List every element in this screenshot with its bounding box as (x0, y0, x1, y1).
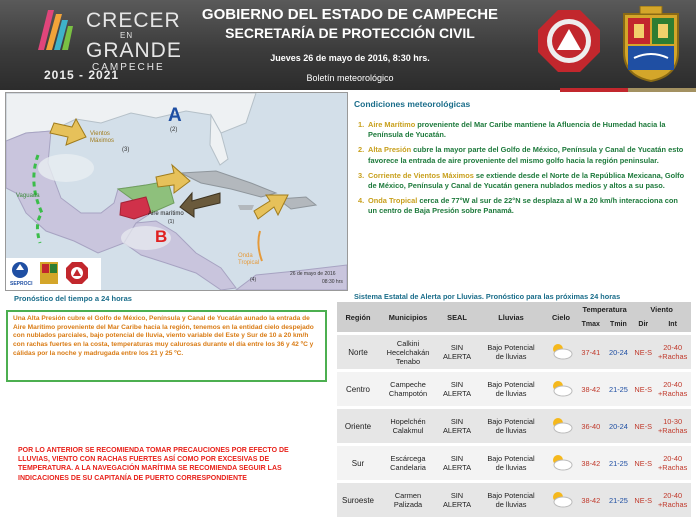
partly-cloudy-icon (548, 490, 574, 508)
bulletin-date: Jueves 26 de mayo de 2016, 8:30 hrs. (200, 53, 500, 63)
map-date: 26 de mayo de 2016 (290, 271, 336, 277)
header-lluvias: Lluvias (477, 302, 545, 334)
satellite-map (5, 92, 348, 291)
forecast-table (337, 302, 691, 517)
wind-max-label: Vientos Máximos (90, 131, 126, 145)
header-viento: Viento (632, 302, 691, 317)
header-int: Int (654, 317, 691, 334)
condition-item: 1. Aire Marítimo proveniente del Mar Caribe mantiene la Afluencia de Humedad hacia la Península de Yucatán. (358, 120, 688, 140)
partly-cloudy-icon (548, 416, 574, 434)
condition-item: 3. Corriente de Vientos Máximos se extiende desde el Norte de la República Mexicana, Golfo de México, Península y Canal de Yucatán genera nublados medios y altos a su paso. (358, 171, 688, 191)
conditions-list (358, 120, 688, 222)
tropical-wave-label: Onda Tropical (238, 253, 262, 267)
forecast-body: Una Alta Presión cubre el Golfo de México, Península y Canal de Yucatán aunado la entrada de Aire Marítimo proveniente del Mar Caribe hacia la región, tenemos en la entidad cielo despejado con nublados parciales, bajo potencial de lluvia, viento variable del Este y Sur de 10 a 20 km/h con rachas fuertes en la costa, temperaturas muy calurosas durante el día entre los 36 y 42 ºC y cálidas por la noche y madrugada entre los 21 y 25 ºC. (6, 310, 327, 382)
marine-air-number: (1) (168, 219, 174, 225)
partly-cloudy-icon (548, 379, 574, 397)
low-pressure-label: B (155, 227, 167, 247)
header-cielo: Cielo (545, 302, 577, 334)
wind-max-number: (3) (122, 147, 129, 153)
header-banner (0, 0, 696, 90)
secretariat-title: SECRETARÍA DE PROTECCIÓN CIVIL (200, 25, 500, 41)
header-municipios: Municipios (379, 302, 437, 334)
partly-cloudy-icon (548, 453, 574, 471)
table-row: Sur Escárcega Candelaria SIN ALERTA Bajo Potencial de lluvias 38-42 21-25 NE-S 20-40 +Rachas (337, 445, 691, 482)
civil-protection-emblem-icon (536, 8, 602, 74)
brand-years: 2015 - 2021 (44, 68, 119, 82)
table-row: Suroeste Carmen Palizada SIN ALERTA Bajo Potencial de lluvias 38-42 21-25 NE-S 20-40 +Rachas (337, 482, 691, 517)
high-pressure-number: (2) (170, 127, 177, 133)
table-row: Centro Campeche Champotón SIN ALERTA Bajo Potencial de lluvias 38-42 21-25 NE-S 20-40 +Rachas (337, 371, 691, 408)
tropical-wave-number: (4) (250, 277, 256, 283)
header-region: Región (337, 302, 379, 334)
header-temperatura: Temperatura (577, 302, 632, 317)
trough-label: Vaguada (16, 193, 40, 199)
table-row: Oriente Hopelchén Calakmul SIN ALERTA Bajo Potencial de lluvias 36-40 20-24 NE-S 10-30 +Rachas (337, 408, 691, 445)
partly-cloudy-icon (548, 342, 574, 360)
header-tmin: Tmin (605, 317, 633, 334)
bulletin-label: Boletín meteorológico (200, 73, 500, 83)
decorative-stripe (560, 88, 696, 92)
marine-air-label: Aire marítimo (148, 211, 184, 217)
seproci-label: SEPROCI (10, 281, 33, 287)
alert-table-title: Sistema Estatal de Alerta por Lluvias. Pronóstico para las próximas 24 horas (354, 292, 620, 301)
map-time: 08:30 hrs (322, 279, 343, 285)
header-seal: SEAL (437, 302, 477, 334)
government-title: GOBIERNO DEL ESTADO DE CAMPECHE (200, 6, 500, 23)
forecast-title: Pronóstico del tiempo a 24 horas (14, 294, 132, 303)
crecer-grande-logo-icon (34, 6, 74, 52)
high-pressure-label: A (168, 105, 182, 127)
campeche-coat-of-arms-icon (620, 6, 682, 82)
table-row: Norte Calkini Hecelchakán Tenabo SIN ALERTA Bajo Potencial de lluvias 37-41 20-24 NE-S 20-40 +Rachas (337, 334, 691, 371)
brand-wordmark: CRECER EN GRANDE CAMPECHE (86, 10, 182, 74)
header-dir: Dir (632, 317, 654, 334)
condition-item: 4. Onda Tropical cerca de 77°W al sur de 22°N se desplaza al W a 20 km/h interacciona con un centro de Baja Presión sobre Panamá. (358, 196, 688, 216)
warning-text: POR LO ANTERIOR SE RECOMIENDA TOMAR PRECAUCIONES POR EFECTO DE LLUVIAS, VIENTO CON RACHAS FUERTES ASÍ COMO POR EXCESIVAS DE TEMPERATURA. A LA NAVEGACIÓN MARÍTIMA SE RECOMIENDA SEGUIR LAS INDICACIONES DE SU CAPITANÍA DE PUERTO CORRESPONDIENTE (18, 446, 308, 483)
header-tmax: Tmax (577, 317, 605, 334)
map-logos (6, 258, 101, 290)
conditions-title: Condiciones meteorológicas (354, 99, 470, 109)
condition-item: 2. Alta Presión cubre la mayor parte del Golfo de México, Península y Canal de Yucatán esto favorece la entrada de aire proveniente del mismo golfo hacia la región peninsular. (358, 145, 688, 165)
